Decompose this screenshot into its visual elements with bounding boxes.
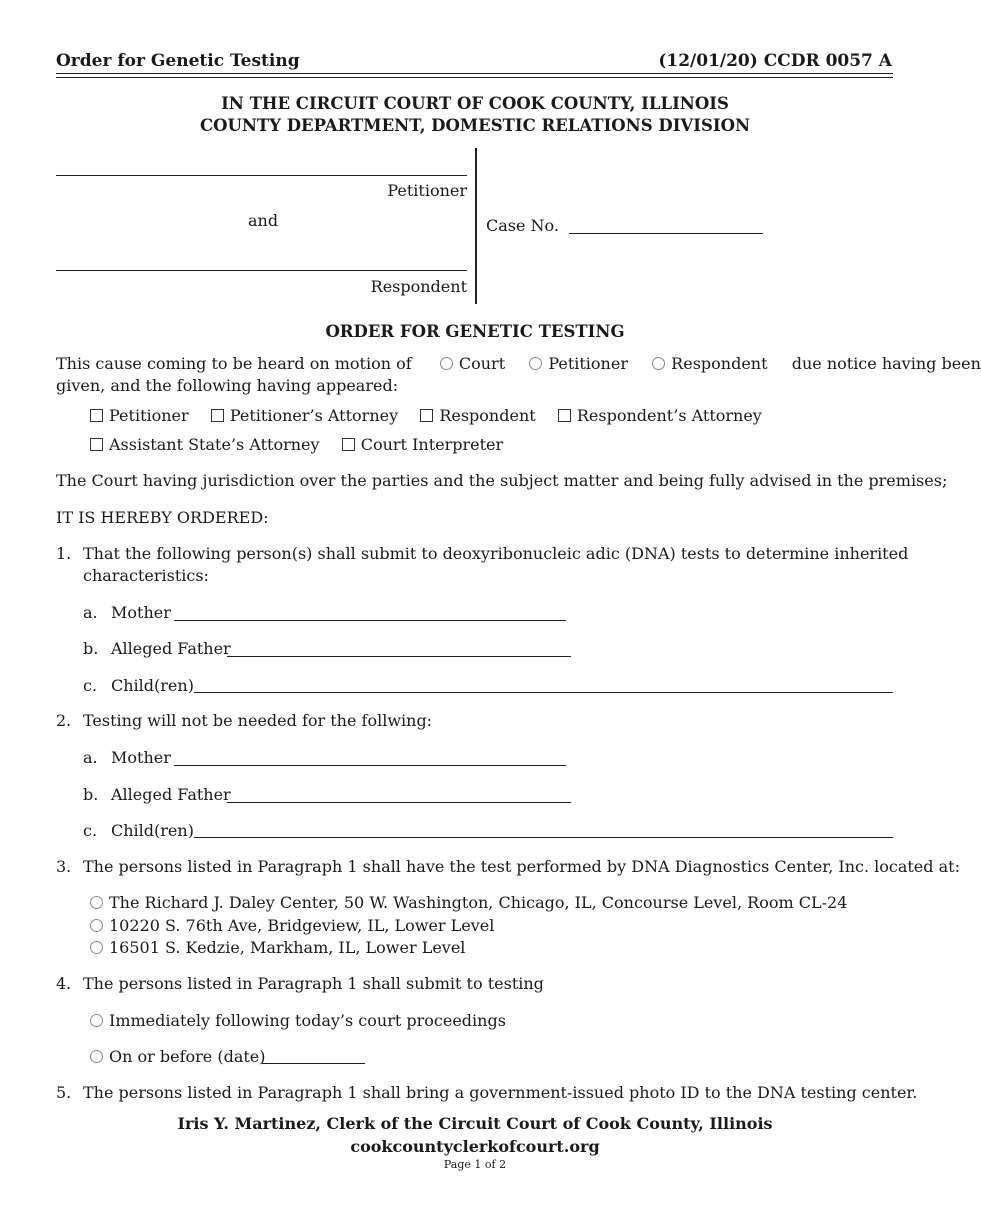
location-markham-radio[interactable] [90, 941, 103, 954]
item-2c-letter: c. [83, 821, 98, 840]
item-2a-label: Mother [111, 748, 171, 767]
item-1b-label: Alleged Father [111, 639, 231, 658]
motion-petitioner-label: Petitioner [548, 354, 628, 373]
item-2a-letter: a. [83, 748, 98, 767]
appeared-petitioner-attorney-checkbox[interactable] [211, 409, 224, 422]
location-daley-label: The Richard J. Daley Center, 50 W. Washington, Chicago, IL, Concourse Level, Room CL-24 [109, 893, 848, 912]
appeared-respondent-checkbox[interactable] [420, 409, 433, 422]
appeared-petitioner-attorney-label: Petitioner’s Attorney [229, 406, 399, 425]
clerk-name: Iris Y. Martinez, Clerk of the Circuit Court of Cook County, Illinois [177, 1114, 773, 1133]
case-no-label: Case No. [486, 216, 559, 235]
testing-immediately-label: Immediately following today’s court proceedings [109, 1011, 506, 1030]
appeared-asa-checkbox[interactable] [90, 438, 103, 451]
header-rule [56, 73, 893, 74]
motion-petitioner-radio[interactable] [529, 357, 542, 370]
motion-court-radio[interactable] [440, 357, 453, 370]
motion-line-2: given, and the following having appeared: [56, 376, 399, 395]
form-title: Order for Genetic Testing [56, 51, 300, 71]
appeared-respondent-attorney-label: Respondent’s Attorney [576, 406, 762, 425]
location-bridgeview-label: 10220 S. 76th Ave, Bridgeview, IL, Lower Level [109, 916, 495, 935]
testing-immediately-radio[interactable] [90, 1014, 103, 1027]
respondent-label: Respondent [370, 277, 467, 296]
testing-option-date [90, 1047, 266, 1066]
order-title: ORDER FOR GENETIC TESTING [325, 322, 625, 341]
page-number: Page 1 of 2 [443, 1158, 507, 1171]
item-1b-letter: b. [83, 639, 99, 658]
item-1a-label: Mother [111, 603, 171, 622]
motion-respondent-label: Respondent [671, 354, 768, 373]
ordered-text: IT IS HEREBY ORDERED: [56, 508, 269, 527]
motion-suffix: due notice having been [791, 354, 981, 373]
item-3-number: 3. [56, 857, 72, 876]
item-1-text: That the following person(s) shall submit to deoxyribonucleic adic (DNA) tests to determine inherited [83, 544, 909, 563]
item-5-number: 5. [56, 1083, 72, 1102]
item-1b-father-field[interactable] [227, 656, 571, 657]
item-2c-children-field[interactable] [194, 837, 893, 838]
location-bridgeview-radio[interactable] [90, 919, 103, 932]
respondent-name-field[interactable] [56, 270, 467, 271]
appeared-respondent-attorney-checkbox[interactable] [558, 409, 571, 422]
jurisdiction-text: The Court having jurisdiction over the parties and the subject matter and being fully advised in the premises; [56, 471, 948, 490]
caption-divider [475, 148, 477, 304]
motion-court-label: Court [458, 354, 506, 373]
appeared-interpreter-label: Court Interpreter [360, 435, 504, 454]
item-1c-label: Child(ren) [111, 676, 194, 695]
court-line-2: COUNTY DEPARTMENT, DOMESTIC RELATIONS DIVISION [199, 116, 751, 135]
motion-respondent-radio[interactable] [652, 357, 665, 370]
testing-date-field[interactable] [262, 1063, 365, 1064]
item-1-text-cont: characteristics: [83, 566, 209, 585]
location-option-bridgeview [90, 916, 494, 935]
appeared-row-1 [90, 406, 762, 425]
appeared-respondent-label: Respondent [439, 406, 536, 425]
clerk-website[interactable]: cookcountyclerkofcourt.org [350, 1137, 600, 1156]
item-2c-label: Child(ren) [111, 821, 194, 840]
testing-date-radio[interactable] [90, 1050, 103, 1063]
testing-date-label: On or before (date) [109, 1047, 266, 1066]
item-5-text: The persons listed in Paragraph 1 shall bring a government-issued photo ID to the DNA testing center. [83, 1083, 918, 1102]
location-markham-label: 16501 S. Kedzie, Markham, IL, Lower Level [109, 938, 466, 957]
appeared-asa-label: Assistant State’s Attorney [109, 435, 320, 454]
appeared-row-2 [90, 435, 503, 454]
testing-option-immediately [90, 1011, 506, 1030]
form-code: (12/01/20) CCDR 0057 A [658, 51, 892, 71]
appeared-petitioner-checkbox[interactable] [90, 409, 103, 422]
header-rule-secondary [56, 77, 893, 78]
item-2-number: 2. [56, 711, 72, 730]
item-2-text: Testing will not be needed for the follwing: [83, 711, 433, 730]
item-2a-mother-field[interactable] [174, 765, 566, 766]
item-1a-mother-field[interactable] [174, 620, 566, 621]
item-4-text: The persons listed in Paragraph 1 shall submit to testing [83, 974, 544, 993]
petitioner-name-field[interactable] [56, 175, 467, 176]
court-line-1: IN THE CIRCUIT COURT OF COOK COUNTY, ILLINOIS [221, 94, 729, 113]
item-1a-letter: a. [83, 603, 98, 622]
location-daley-radio[interactable] [90, 896, 103, 909]
motion-prefix: This cause coming to be heard on motion of [56, 354, 412, 373]
item-2b-father-field[interactable] [227, 802, 571, 803]
and-label: and [248, 211, 279, 230]
petitioner-label: Petitioner [387, 181, 467, 200]
appeared-petitioner-label: Petitioner [109, 406, 189, 425]
item-1c-children-field[interactable] [194, 692, 893, 693]
item-1c-letter: c. [83, 676, 98, 695]
item-3-text: The persons listed in Paragraph 1 shall have the test performed by DNA Diagnostics Center, Inc. located at: [83, 857, 960, 876]
motion-line [56, 354, 981, 373]
item-4-number: 4. [56, 974, 72, 993]
item-2b-label: Alleged Father [111, 785, 231, 804]
case-no-field[interactable] [569, 233, 763, 234]
item-1-number: 1. [56, 544, 72, 563]
item-2b-letter: b. [83, 785, 99, 804]
location-option-daley [90, 893, 847, 912]
location-option-markham [90, 938, 465, 957]
court-heading [0, 93, 950, 137]
appeared-interpreter-checkbox[interactable] [342, 438, 355, 451]
